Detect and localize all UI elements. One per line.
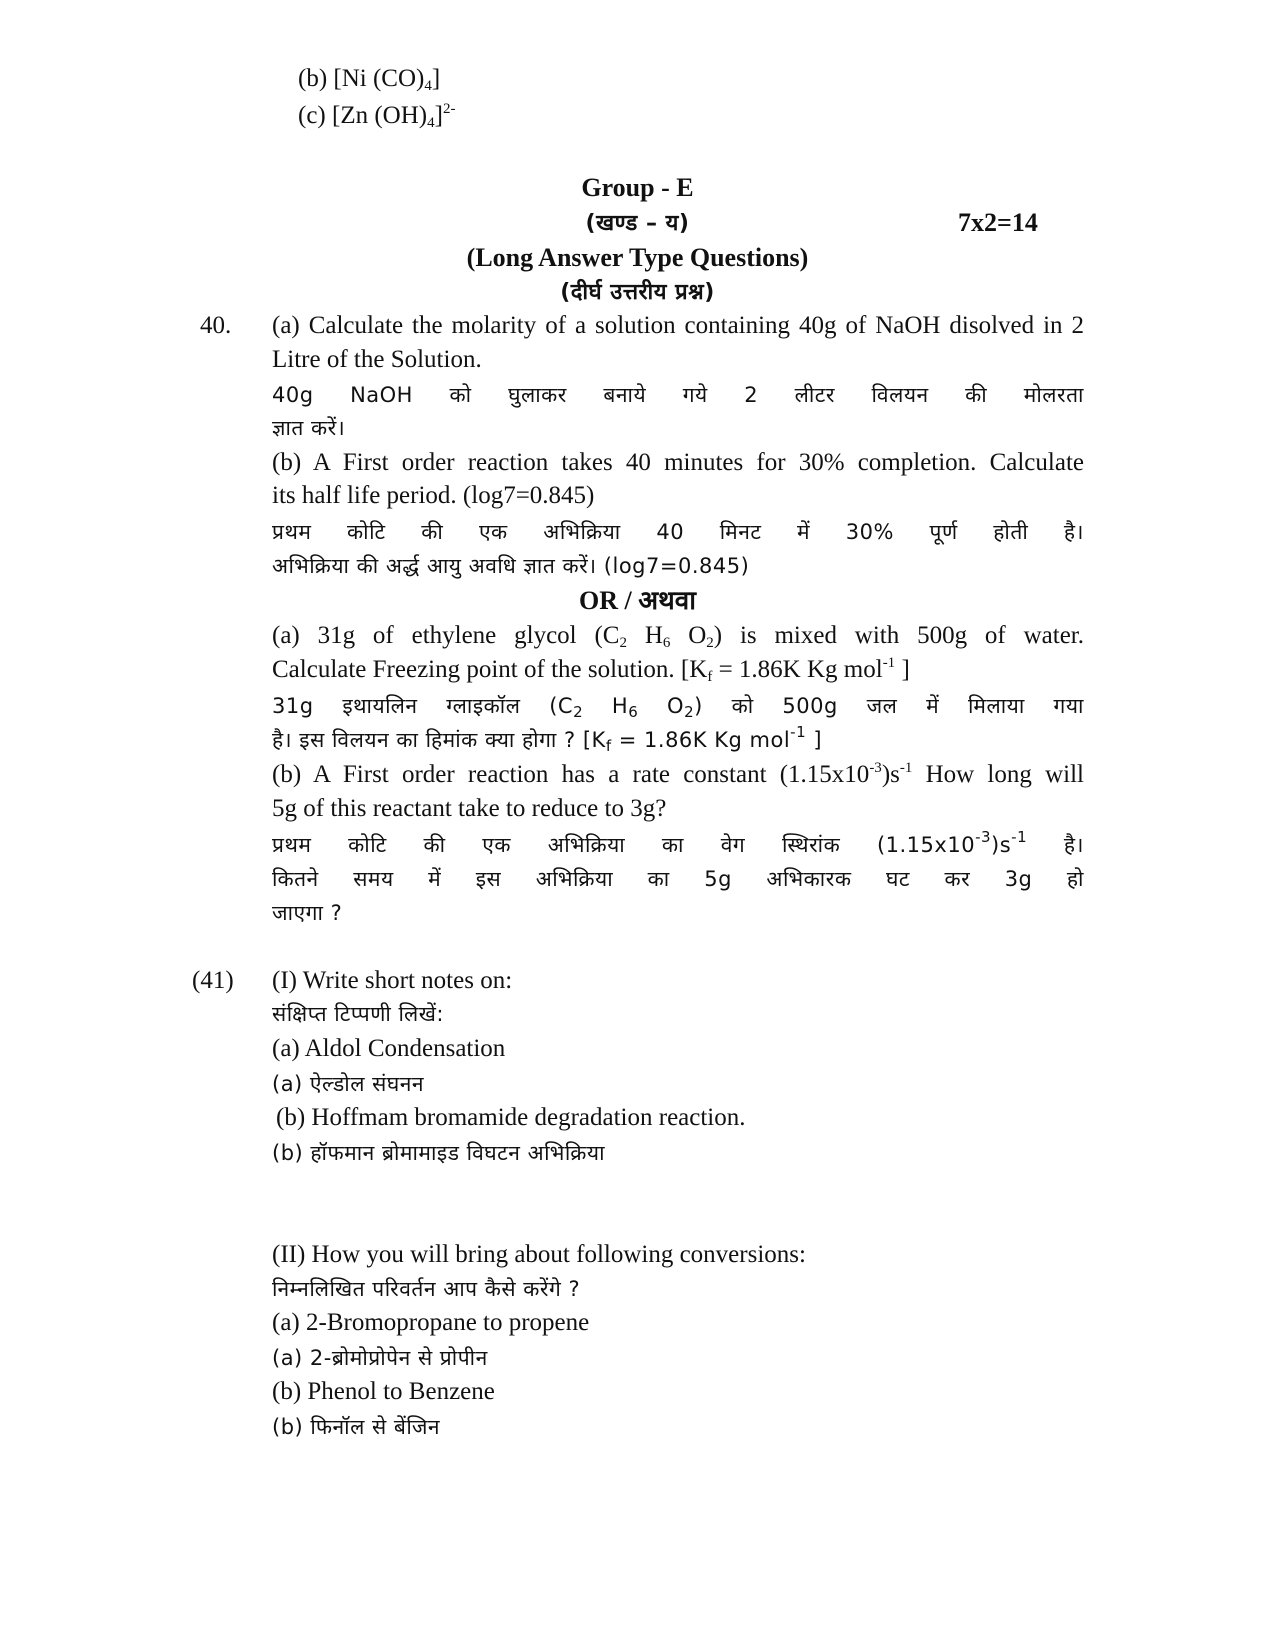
q41-ii-english: (II) How you will bring about following conversions: (272, 1241, 806, 1268)
q40-b-english-line-1: (b) A First order reaction takes 40 minutes for 30% completion. Calculate (272, 449, 1084, 476)
q40-alt-a-english-line-2: Calculate Freezing point of the solution. [$K_f = 1.86K$ Kg mol$^{-1}$ ] (272, 655, 910, 685)
q41-i-b-english: (b) Hoffmam bromamide degradation reaction. (276, 1104, 746, 1131)
question-number-41: (41) (192, 967, 234, 994)
group-heading: Group - E (581, 173, 694, 202)
option-b: (b) [Ni $(CO)_4$] (298, 65, 441, 94)
or-separator: OR / अथवा (579, 586, 696, 615)
q40-alt-a-hindi-line-2: है। इस विलयन का हिमांक क्या होगा ? [$K_f = 1.86K$ Kg mol$^{-1}$ ] (272, 723, 823, 755)
q41-ii-a-hindi: (a) 2-ब्रोमोप्रोपेन से प्रोपीन (272, 1346, 488, 1370)
q41-ii-hindi: निम्नलिखित परिवर्तन आप कैसे करेंगे ? (272, 1277, 581, 1301)
q40-b-hindi-line-1: प्रथम कोटि की एक अभिक्रिया 40 मिनट में 30% पूर्ण होती है। (272, 520, 1084, 544)
q40-alt-b-english-line-1: (b) A First order reaction has a rate constant $(1.15x10^{-3})s^{-1}$ How long will (272, 760, 1084, 788)
q41-i-a-hindi: (a) ऐल्डोल संघनन (272, 1072, 425, 1096)
q40-alt-a-english-line-1: (a) 31g of ethylene glycol ($C_2$ $H_6$ $O_2$) is mixed with 500g of water. (272, 622, 1084, 651)
q40-a-hindi-line-2: ज्ञात करें। (272, 416, 346, 440)
option-c: (c) [Zn $(OH)_4]^{2-}$ (298, 101, 456, 131)
q41-ii-b-hindi: (b) फिनॉल से बेंजिन (272, 1415, 441, 1439)
group-heading-hindi: (खण्ड – य) (585, 211, 690, 236)
q41-i-b-hindi: (b) हॉफमान ब्रोमामाइड विघटन अभिक्रिया (272, 1141, 606, 1165)
q41-i-a-english: (a) Aldol Condensation (272, 1035, 506, 1062)
q40-alt-b-english-line-2: 5g of this reactant take to reduce to 3g? (272, 795, 667, 822)
section-type-hindi: (दीर्घ उत्तरीय प्रश्न) (560, 280, 715, 305)
question-number-40: 40. (200, 312, 232, 339)
q40-alt-a-hindi-line-1: 31g इथायलिन ग्लाइकॉल ($C_2$ $H_6$ $O_2$) को 500g जल में मिलाया गया (272, 694, 1085, 721)
q40-a-hindi-line-1: 40g NaOH को घुलाकर बनाये गये 2 लीटर विलयन की मोलरता (272, 383, 1084, 407)
section-marks: 7x2=14 (958, 208, 1038, 237)
q40-alt-b-hindi-line-2: कितने समय में इस अभिक्रिया का 5g अभिकारक घट कर 3g हो (272, 867, 1084, 891)
q40-alt-b-hindi-line-3: जाएगा ? (272, 901, 343, 925)
q40-b-english-line-2: its half life period. (log7=0.845) (272, 482, 595, 509)
q41-ii-b-english: (b) Phenol to Benzene (272, 1378, 495, 1405)
q40-a-english: (a) Calculate the molarity of a solution containing 40g of NaOH disolved in 2 Litre of the Solution. (272, 312, 1084, 373)
q41-i-hindi: संक्षिप्त टिप्पणी लिखें: (272, 1002, 444, 1026)
q40-alt-b-hindi-line-1: प्रथम कोटि की एक अभिक्रिया का वेग स्थिरांक $(1.15x10^{-3})s^{-1}$ है। (272, 828, 1084, 857)
q40-b-hindi-line-2: अभिक्रिया की अर्द्ध आयु अवधि ज्ञात करें। (log7=0.845) (272, 554, 750, 578)
q41-i-english: (I) Write short notes on: (272, 967, 513, 994)
q41-ii-a-english: (a) 2-Bromopropane to propene (272, 1309, 590, 1336)
section-type: (Long Answer Type Questions) (466, 243, 809, 272)
